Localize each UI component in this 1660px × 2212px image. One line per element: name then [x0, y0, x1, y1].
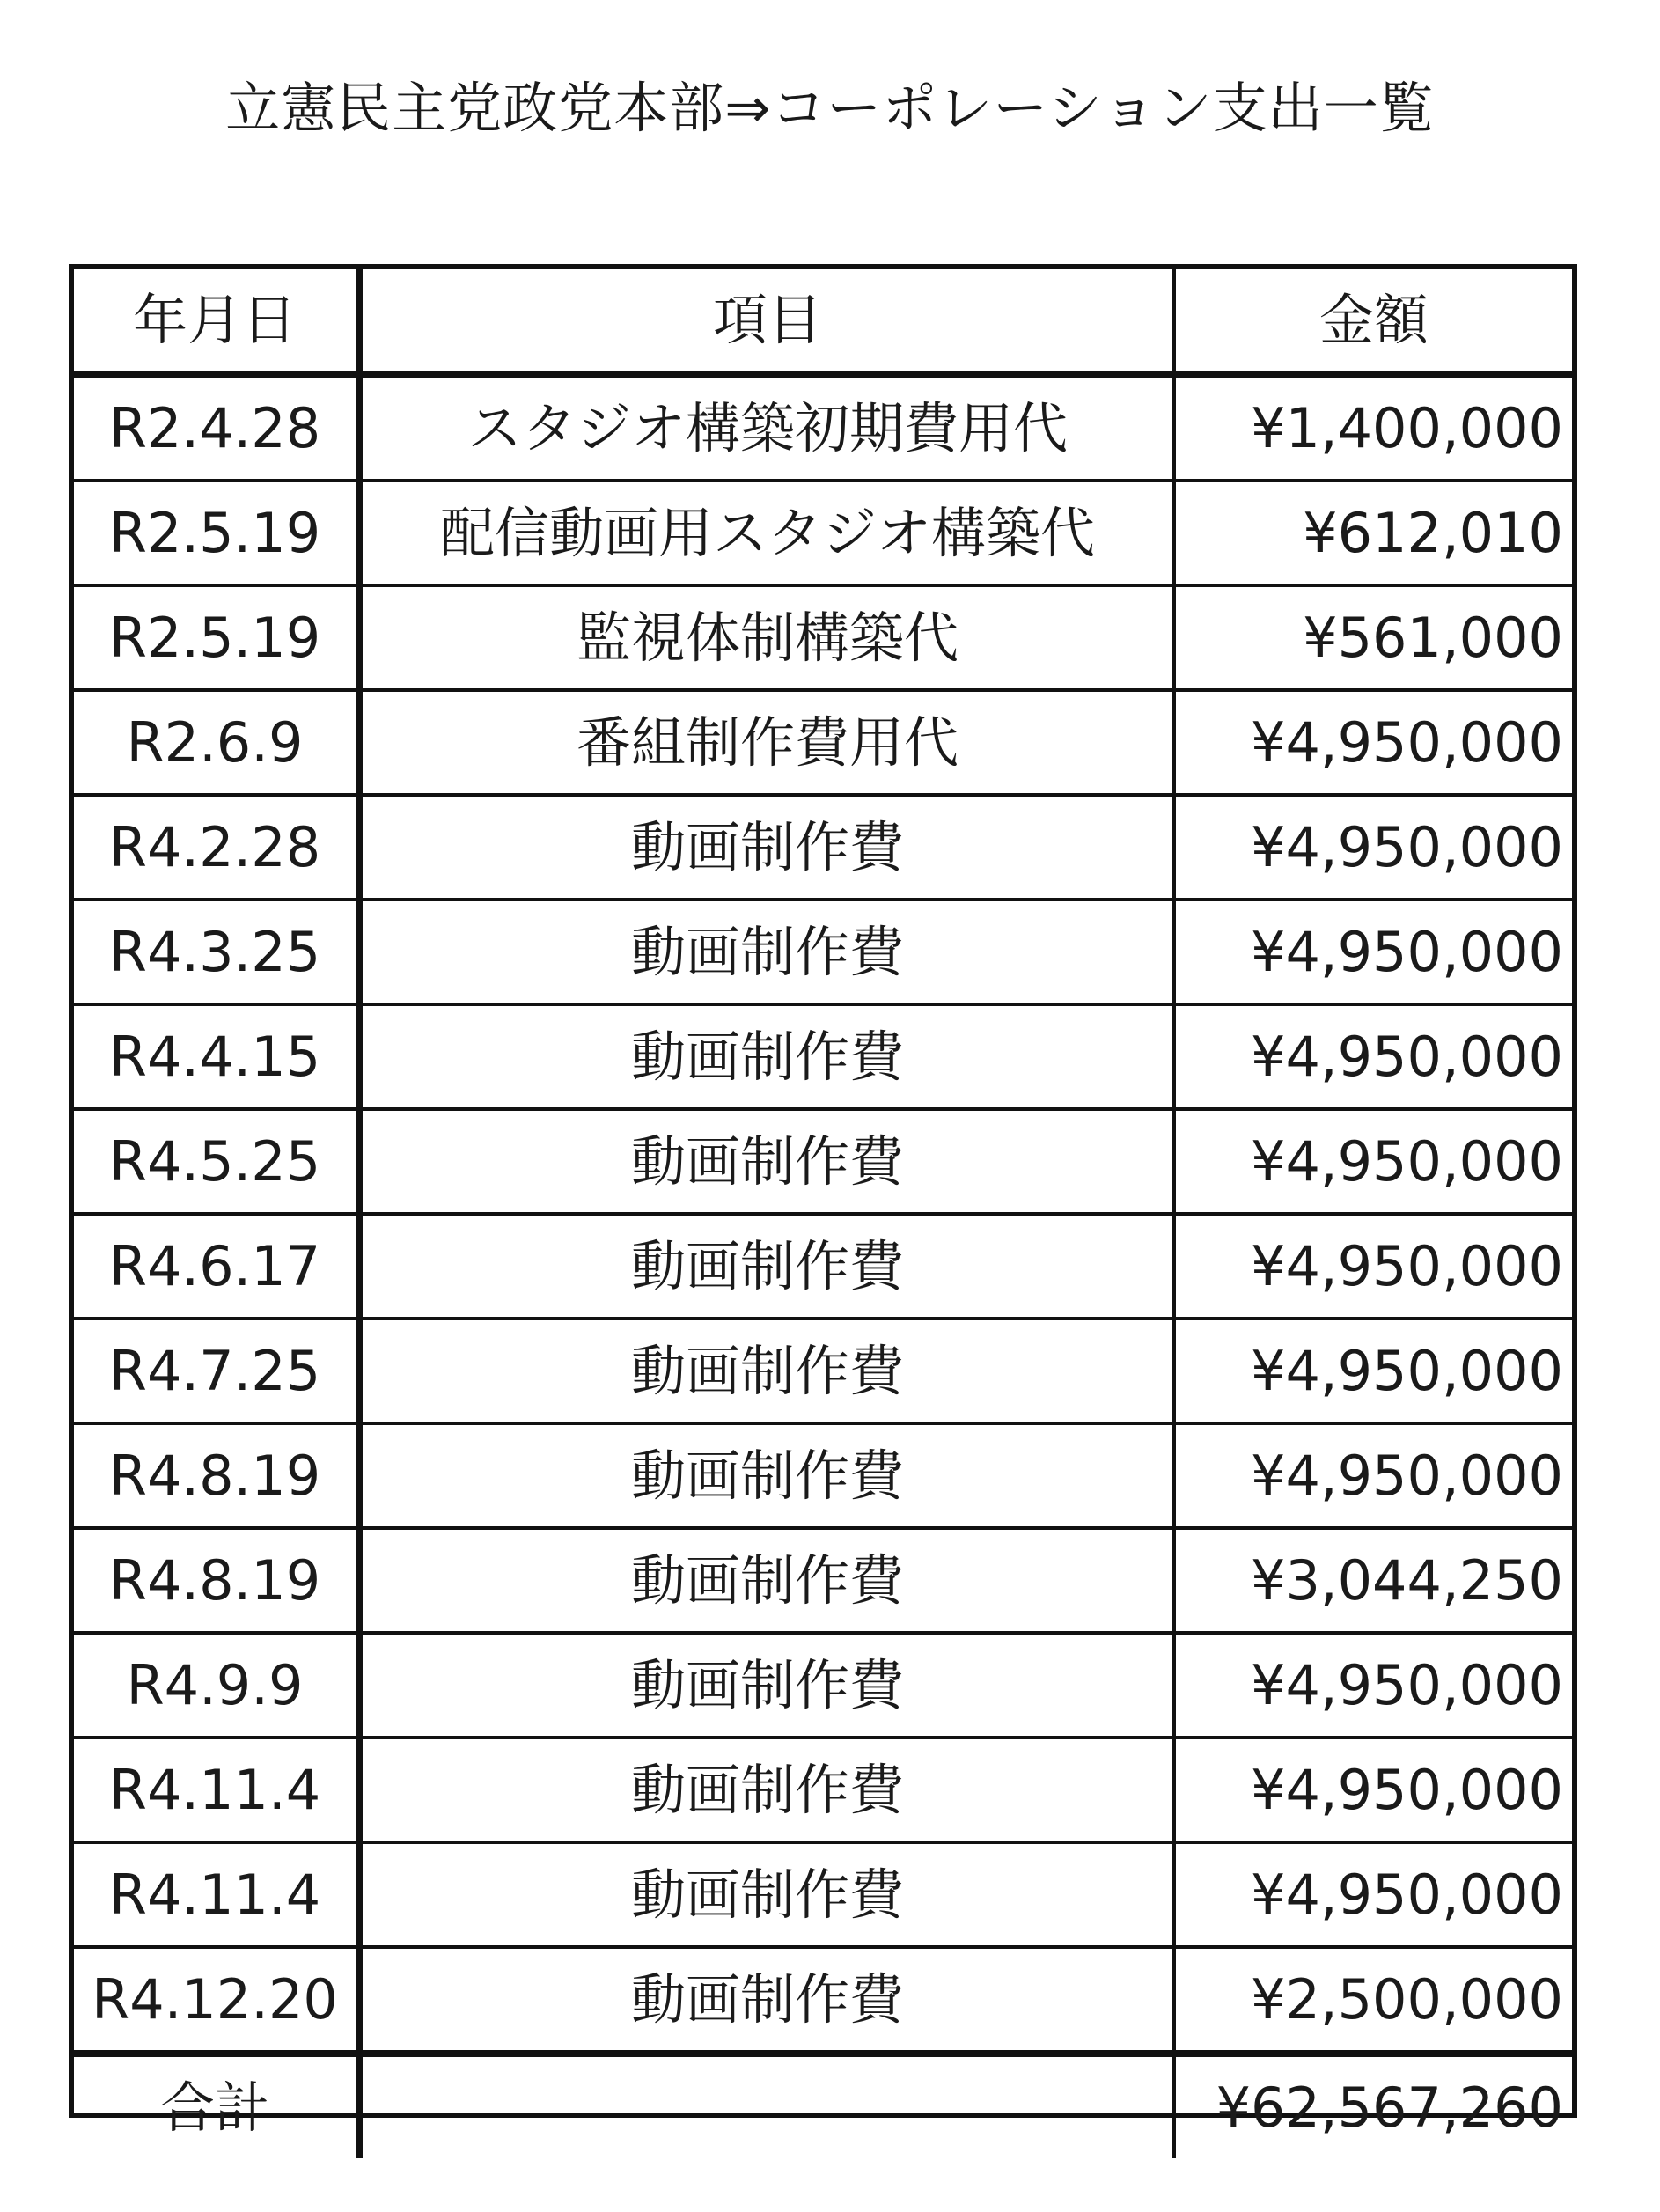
page-title: 立憲民主党政党本部⇒コーポレーション支出一覧 [225, 76, 1435, 140]
table-row [74, 374, 1572, 481]
row-item: 動画制作費 [359, 900, 1174, 1004]
row-amount: ¥4,950,000 [1174, 1004, 1572, 1109]
row-date: R4.5.25 [74, 1109, 359, 1214]
row-date: R2.4.28 [74, 374, 359, 481]
row-amount: ¥3,044,250 [1174, 1528, 1572, 1633]
table-row [74, 1109, 1572, 1214]
table-row [74, 1842, 1572, 1947]
table-row [74, 1319, 1572, 1423]
row-item: 動画制作費 [359, 1319, 1174, 1423]
row-date: R2.6.9 [74, 690, 359, 795]
header-amount [1174, 269, 1572, 374]
row-amount: ¥612,010 [1174, 481, 1572, 585]
row-amount: ¥4,950,000 [1174, 900, 1572, 1004]
table-row [74, 900, 1572, 1004]
row-date: R2.5.19 [74, 481, 359, 585]
row-item: 配信動画用スタジオ構築代 [359, 481, 1174, 585]
row-date: R4.6.17 [74, 1214, 359, 1319]
row-item: 動画制作費 [359, 1214, 1174, 1319]
row-date: R4.4.15 [74, 1004, 359, 1109]
header-amount-label: 金額 [1318, 287, 1429, 352]
row-amount: ¥4,950,000 [1174, 1423, 1572, 1528]
row-item: 番組制作費用代 [359, 690, 1174, 795]
table-row [74, 1004, 1572, 1109]
row-amount: ¥2,500,000 [1174, 1947, 1572, 2054]
total-amount: ¥62,567,260 [1174, 2054, 1572, 2158]
total-item [359, 2054, 1174, 2158]
row-item: 動画制作費 [359, 1633, 1174, 1738]
row-item: 動画制作費 [359, 1423, 1174, 1528]
table-row [74, 1633, 1572, 1738]
row-amount: ¥1,400,000 [1174, 374, 1572, 481]
row-item: スタジオ構築初期費用代 [359, 374, 1174, 481]
row-item: 動画制作費 [359, 1528, 1174, 1633]
expense-table-grid [74, 269, 1572, 2158]
row-amount: ¥4,950,000 [1174, 795, 1572, 900]
table-row [74, 481, 1572, 585]
row-amount: ¥4,950,000 [1174, 1633, 1572, 1738]
table-row [74, 690, 1572, 795]
header-item: 項目 [359, 269, 1174, 374]
row-amount: ¥4,950,000 [1174, 1214, 1572, 1319]
row-item: 監視体制構築代 [359, 585, 1174, 690]
table-row [74, 795, 1572, 900]
row-amount: ¥4,950,000 [1174, 1319, 1572, 1423]
row-item: 動画制作費 [359, 1109, 1174, 1214]
row-amount: ¥4,950,000 [1174, 1738, 1572, 1842]
row-date: R4.3.25 [74, 900, 359, 1004]
row-date: R4.11.4 [74, 1842, 359, 1947]
row-item: 動画制作費 [359, 1004, 1174, 1109]
row-date: R4.2.28 [74, 795, 359, 900]
row-item: 動画制作費 [359, 795, 1174, 900]
header-date: 年月日 [74, 269, 359, 374]
row-amount: ¥4,950,000 [1174, 1842, 1572, 1947]
row-amount: ¥4,950,000 [1174, 690, 1572, 795]
total-label: 合計 [74, 2054, 359, 2158]
table-row [74, 1423, 1572, 1528]
table-header-row [74, 269, 1572, 374]
expense-table [69, 264, 1577, 2140]
row-date: R4.8.19 [74, 1423, 359, 1528]
row-item: 動画制作費 [359, 1738, 1174, 1842]
row-date: R4.8.19 [74, 1528, 359, 1633]
table-row [74, 1947, 1572, 2054]
row-date: R2.5.19 [74, 585, 359, 690]
row-item: 動画制作費 [359, 1842, 1174, 1947]
row-date: R4.7.25 [74, 1319, 359, 1423]
table-row [74, 1528, 1572, 1633]
row-amount: ¥4,950,000 [1174, 1109, 1572, 1214]
row-date: R4.12.20 [74, 1947, 359, 2054]
row-item: 動画制作費 [359, 1947, 1174, 2054]
row-amount: ¥561,000 [1174, 585, 1572, 690]
total-row [74, 2054, 1572, 2158]
row-date: R4.11.4 [74, 1738, 359, 1842]
table-row [74, 1214, 1572, 1319]
table-row [74, 585, 1572, 690]
row-date: R4.9.9 [74, 1633, 359, 1738]
table-row [74, 1738, 1572, 1842]
